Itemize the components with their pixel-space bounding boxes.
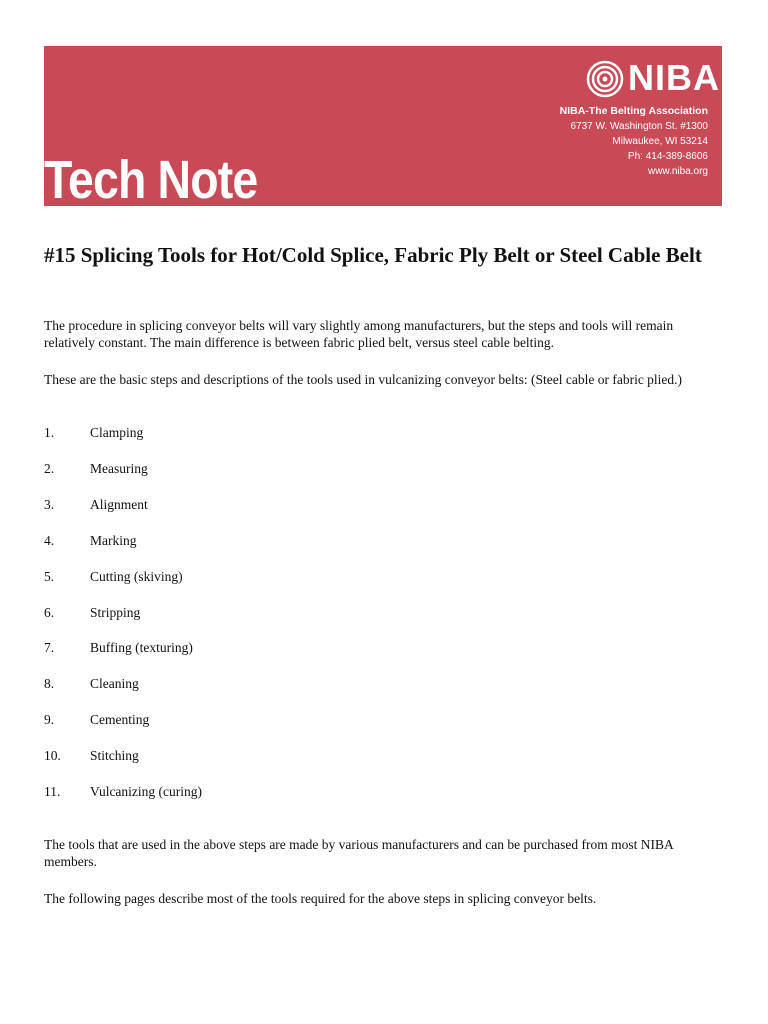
address-line-1: 6737 W. Washington St. #1300	[570, 121, 708, 132]
step-label: Stitching	[90, 748, 139, 763]
step-label: Stripping	[90, 605, 141, 620]
step-number: 11.	[44, 784, 61, 799]
closing-paragraph: The following pages describe most of the tools required for the above steps in splicing conveyor belts.	[44, 891, 597, 906]
step-label: Vulcanizing (curing)	[90, 784, 203, 799]
address-line-2: Milwaukee, WI 53214	[612, 136, 708, 147]
association-contact	[560, 104, 708, 179]
steps-intro-paragraph: These are the basic steps and descriptions of the tools used in vulcanizing conveyor belts: (Steel cable or fabric plied.)	[44, 372, 683, 387]
step-number: 3.	[44, 497, 55, 512]
step-label: Buffing (texturing)	[90, 640, 193, 655]
step-label: Alignment	[90, 497, 148, 512]
step-number: 7.	[44, 640, 55, 655]
step-number: 9.	[44, 712, 55, 727]
step-number: 2.	[44, 461, 55, 476]
niba-logo-icon	[586, 60, 624, 98]
document-title: #15 Splicing Tools for Hot/Cold Splice, Fabric Ply Belt or Steel Cable Belt	[44, 243, 702, 267]
intro-paragraph: The procedure in splicing conveyor belts will vary slightly among manufacturers, but the steps and tools will remain relatively constant. The main difference is between fabric plied belt, versus steel cable belting.	[44, 318, 674, 350]
step-label: Cementing	[90, 712, 150, 727]
step-label: Clamping	[90, 425, 144, 440]
phone-number: Ph: 414-389-8606	[627, 151, 708, 162]
step-label: Cleaning	[90, 676, 139, 691]
banner-title: Tech Note	[44, 150, 258, 210]
banner-tagline: Technical Notes from the Technical Committee, NIBA – The Belting Association	[44, 210, 449, 225]
website: www.niba.org	[647, 166, 708, 177]
step-label: Marking	[90, 533, 137, 548]
step-number: 10.	[44, 748, 61, 763]
step-number: 8.	[44, 676, 55, 691]
step-number: 1.	[44, 425, 55, 440]
niba-logo-text: NIBA	[628, 57, 720, 98]
step-label: Measuring	[90, 461, 148, 476]
step-label: Cutting (skiving)	[90, 569, 183, 584]
step-number: 5.	[44, 569, 55, 584]
step-number: 6.	[44, 605, 55, 620]
tech-note-banner	[44, 46, 722, 225]
association-name: NIBA-The Belting Association	[559, 105, 708, 117]
tools-note-paragraph: The tools that are used in the above steps are made by various manufacturers and can be purchased from most NIBA members.	[44, 837, 674, 869]
step-number: 4.	[44, 533, 55, 548]
